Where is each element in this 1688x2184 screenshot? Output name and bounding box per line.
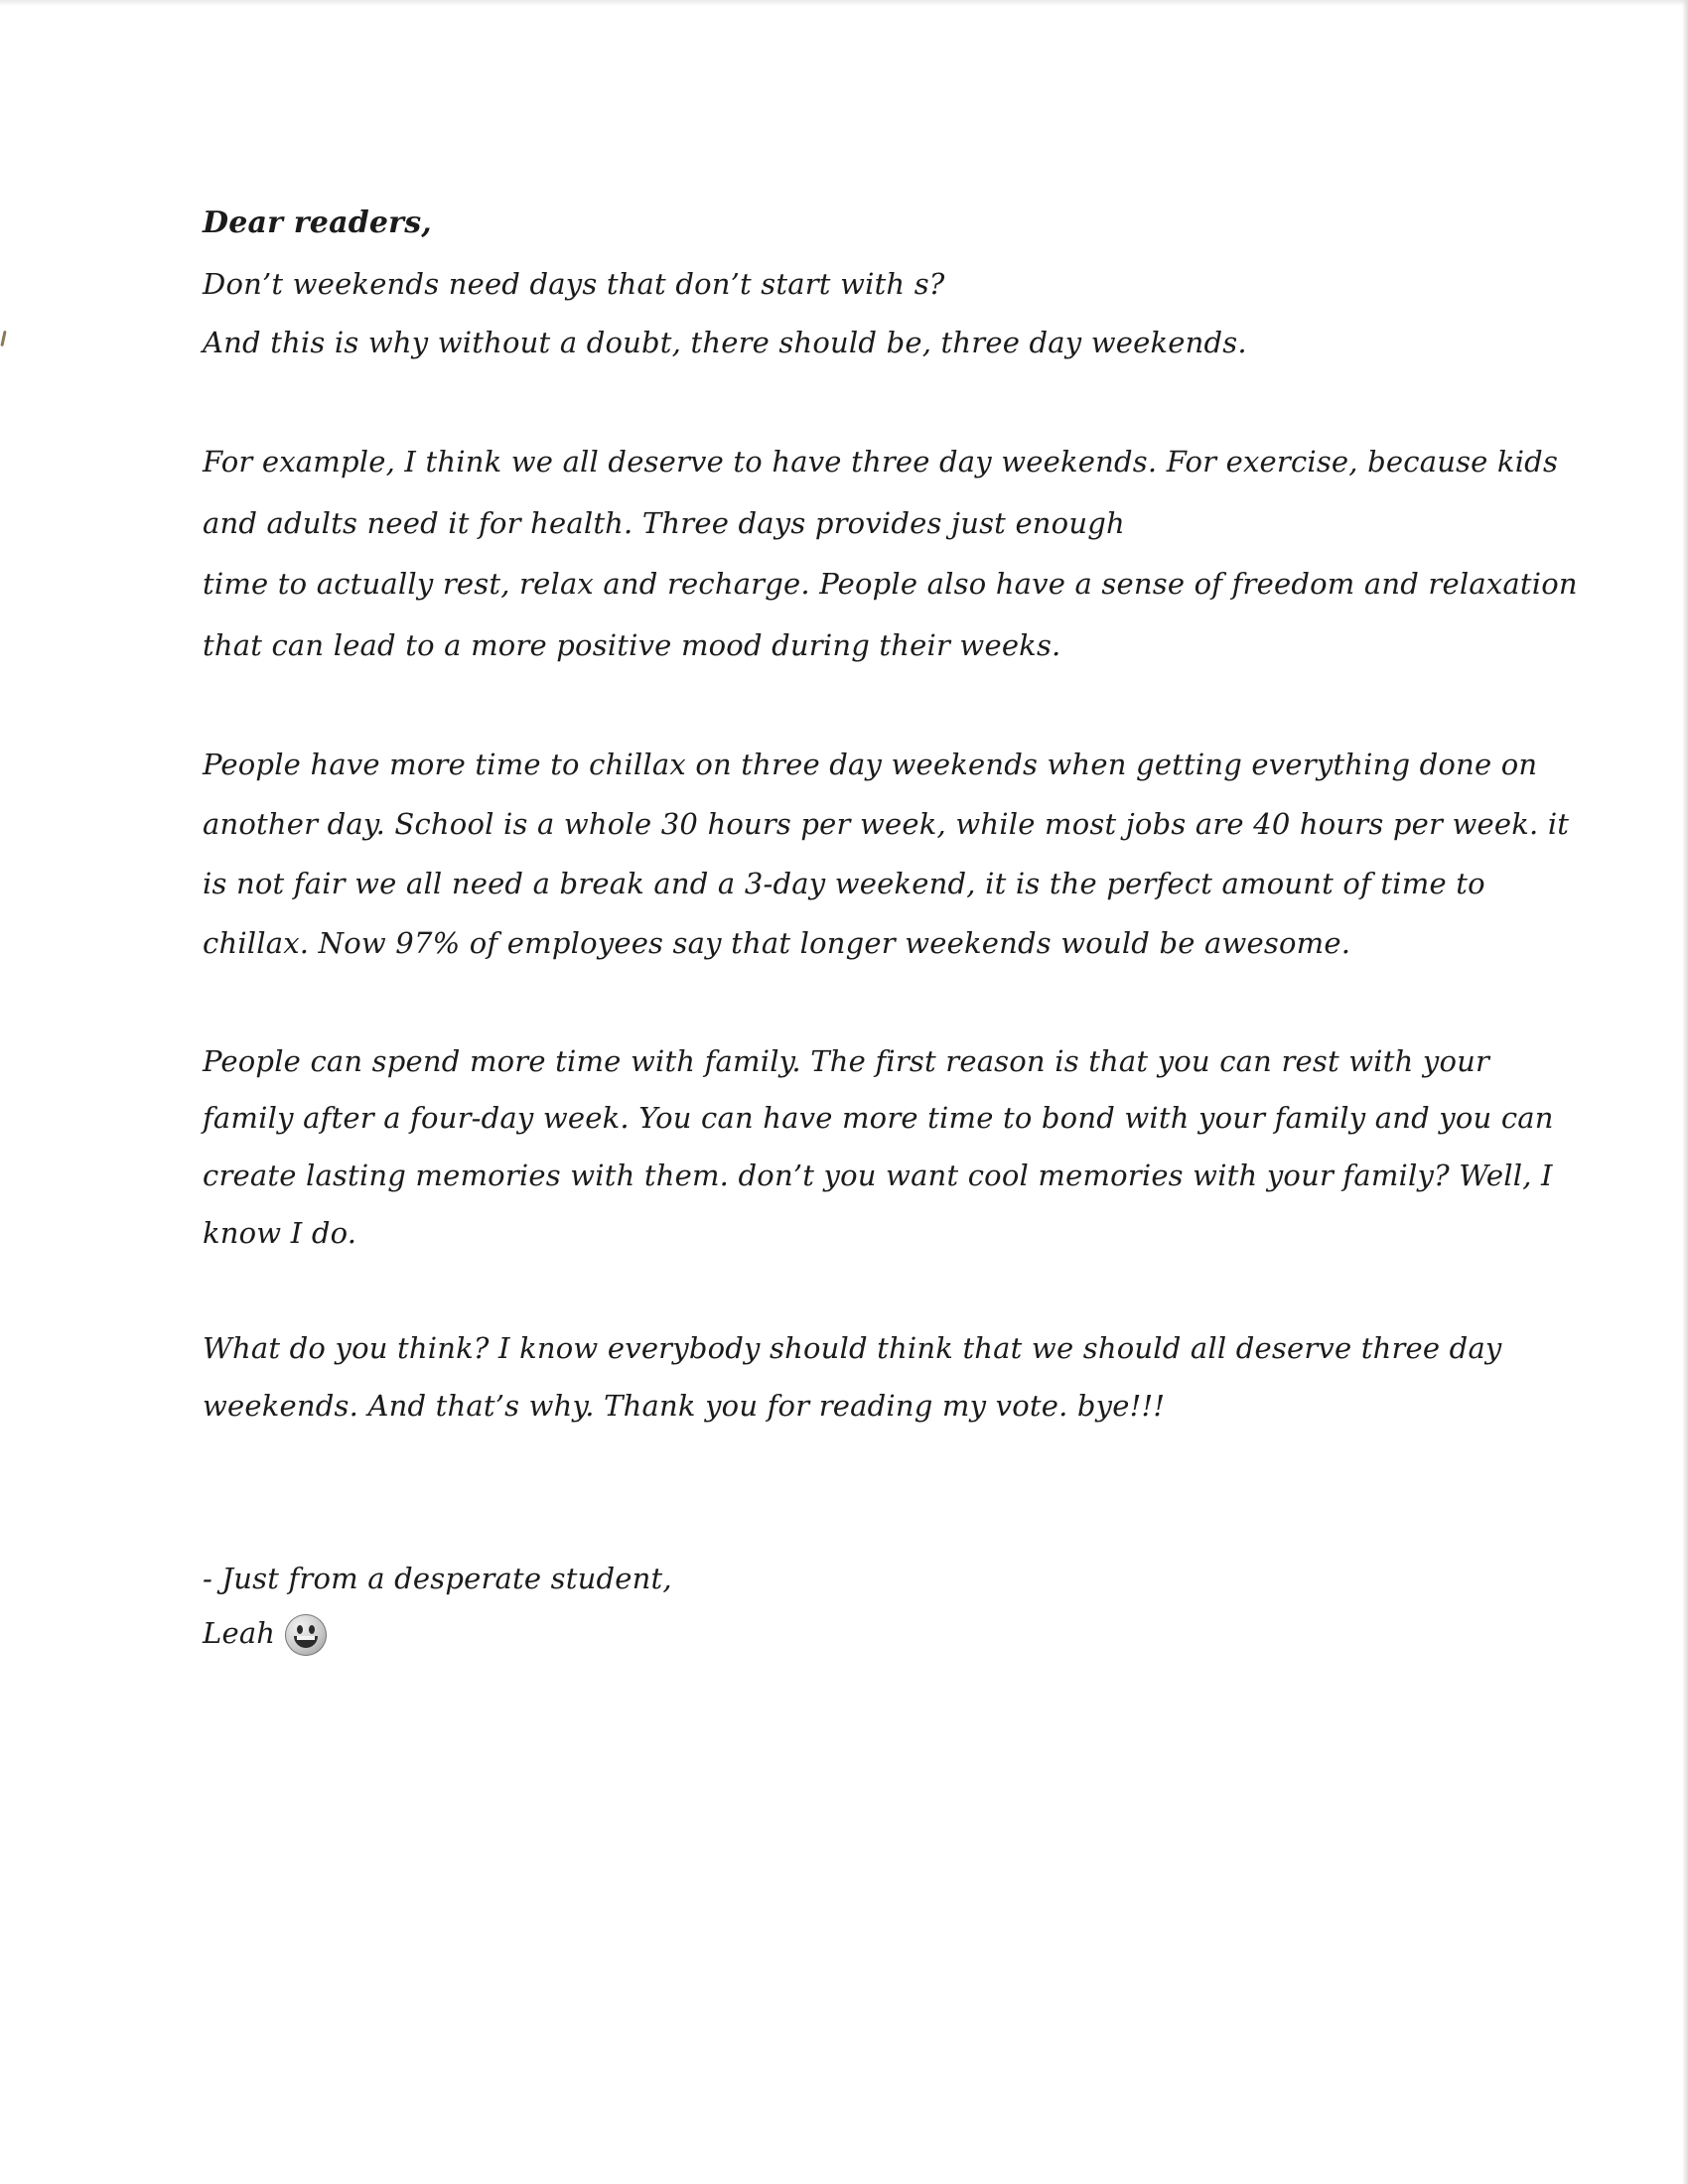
paragraph-3-line: create lasting memories with them. don’t you want cool memories with your family? Well, I [203,1159,1553,1192]
paragraph-1-line: that can lead to a more positive mood during their weeks. [203,628,1061,662]
paragraph-4-line: What do you think? I know everybody should think that we should all deserve three day [203,1331,1502,1365]
paragraph-2-line: another day. School is a whole 30 hours per week, while most jobs are 40 hours per week. it [203,807,1570,841]
grinning-face-icon [285,1614,327,1656]
paragraph-2-line: is not fair we all need a break and a 3-day weekend, it is the perfect amount of time to [203,867,1485,900]
signature: Leah [203,1616,276,1650]
scan-shadow-right [1682,0,1688,2184]
closing: - Just from a desperate student, [203,1562,672,1595]
paragraph-1-line: For example, I think we all deserve to have three day weekends. For exercise, because kids [203,445,1559,478]
scan-shadow-top [0,0,1688,6]
paragraph-1-line: and adults need it for health. Three days provides just enough [203,506,1125,540]
paragraph-3-line: family after a four-day week. You can have more time to bond with your family and you can [203,1101,1554,1135]
intro-line: Don’t weekends need days that don’t start with s? [203,267,945,301]
salutation: Dear readers, [203,205,432,240]
scan-mark [0,331,6,346]
paragraph-3-line: know I do. [203,1216,357,1250]
paragraph-4-line: weekends. And that’s why. Thank you for reading my vote. bye!!! [203,1389,1166,1423]
signature-line [203,1613,327,1656]
paragraph-2-line: chillax. Now 97% of employees say that longer weekends would be awesome. [203,926,1351,960]
paragraph-2-line: People have more time to chillax on three day weekends when getting everything done on [203,748,1538,781]
paragraph-1-line: time to actually rest, relax and recharge. People also have a sense of freedom and relaxation [203,567,1578,601]
paragraph-3-line: People can spend more time with family. The first reason is that you can rest with your [203,1044,1490,1078]
intro-line: And this is why without a doubt, there should be, three day weekends. [203,326,1247,359]
